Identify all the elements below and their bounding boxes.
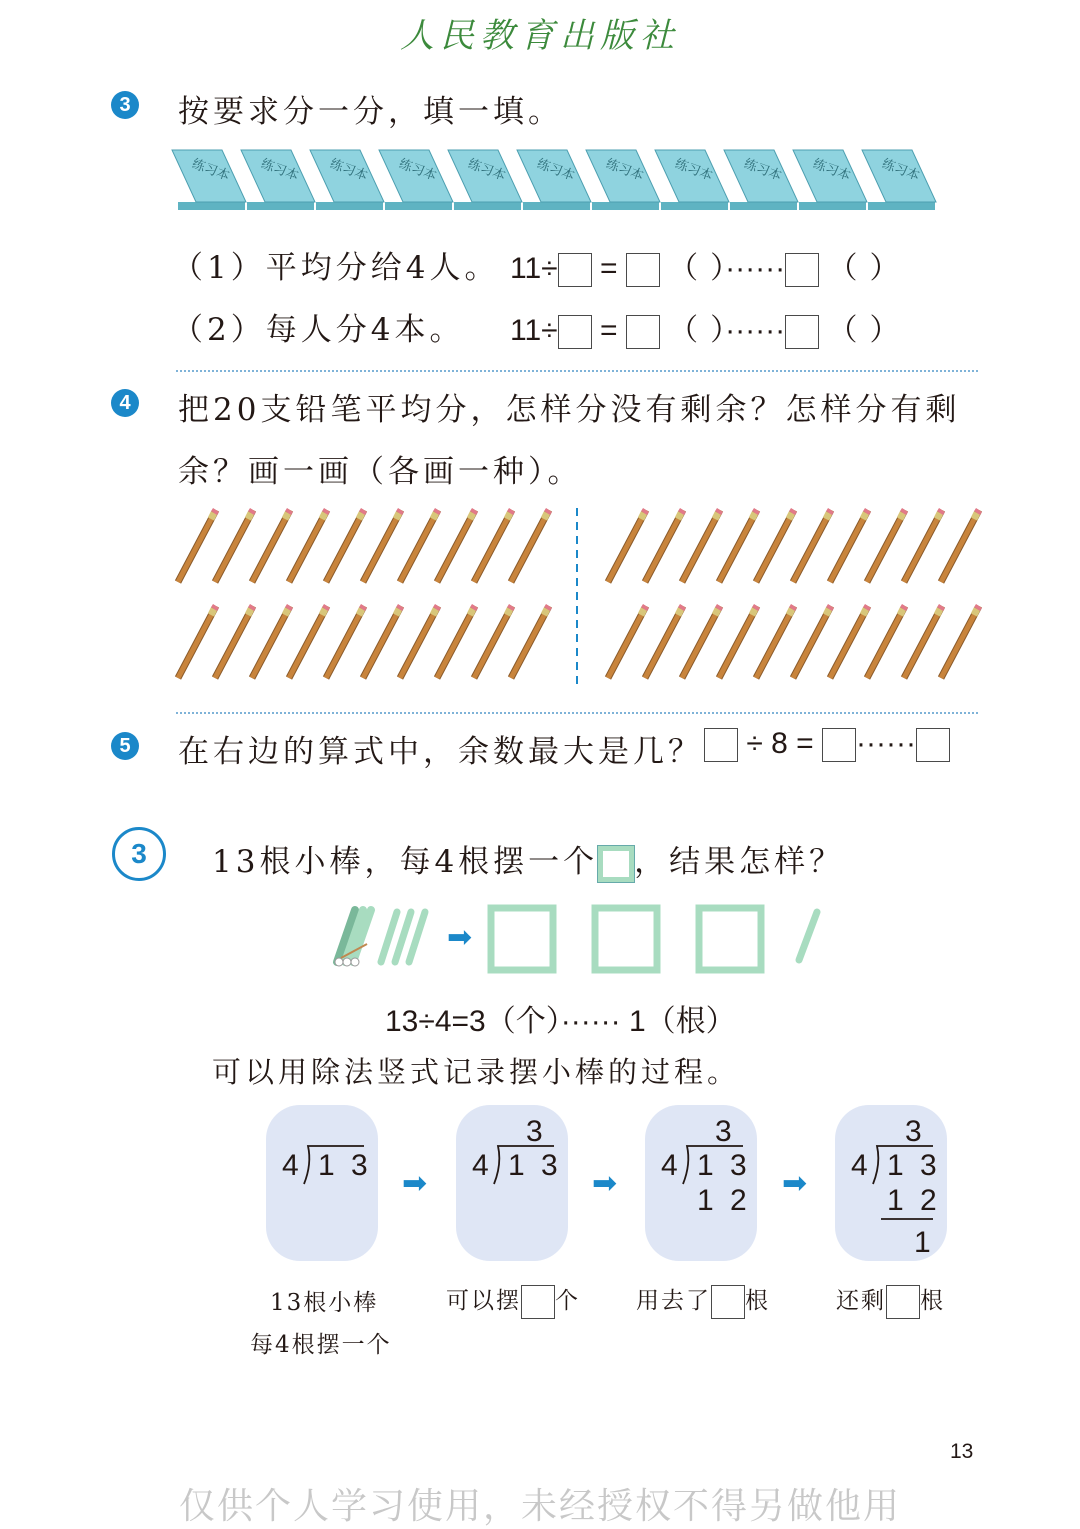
example3-title [212,836,844,882]
step1-caption2: 每4根摆一个 [250,1332,392,1358]
exercise-book [793,150,867,210]
page-number: 13 [950,1440,974,1463]
dividend: 1 3 [697,1149,751,1182]
paren-close: ） [869,314,900,347]
step2-caption-a: 可以摆 [446,1288,521,1314]
exercise-book [310,150,384,210]
answer-box[interactable] [711,1285,745,1319]
divisor: 4 [472,1149,489,1182]
pencil-icon [363,510,401,582]
step2-caption [446,1282,580,1319]
example-number-3: 3 [112,827,166,881]
pencil-icon [682,510,720,582]
book-label: 练习本 [810,156,853,185]
step4-caption [836,1282,945,1319]
pencil-icon [904,606,942,678]
q4-line1: 把20支铅笔平均分，怎样分没有剩余？怎样分有剩 [178,392,961,428]
pencil-icon [793,606,831,678]
q3-item1-lead: 11÷ [510,252,558,285]
exercise-book [448,150,522,210]
exercise-book [241,150,315,210]
dividend: 1 3 [318,1149,372,1182]
pencil-icon [793,510,831,582]
pencil-icon [511,510,549,582]
step3-caption-a: 用去了 [636,1288,711,1314]
pencil-icon [289,606,327,678]
pencil-icon [645,510,683,582]
arrow-icon: ➡ [402,1166,428,1201]
dots: ······ [856,727,916,760]
pencil-icon [289,510,327,582]
q3-item2-label: （2）每人分4本。 [172,312,465,348]
pencil-icon [830,510,868,582]
q5-div: ÷ 8 = [746,727,814,760]
pencil-icon [474,510,512,582]
q5-equation [704,727,950,762]
book-label: 练习本 [258,156,301,185]
divisor: 4 [282,1149,299,1182]
watermark: 仅供个人学习使用，未经授权不得另做他用 [178,1486,901,1527]
stick-square [491,908,553,970]
book-label: 练习本 [396,156,439,185]
answer-box[interactable] [785,315,819,349]
divisor: 4 [661,1149,678,1182]
paren-close: ） [710,314,726,347]
answer-box[interactable] [521,1285,555,1319]
divisor: 4 [851,1149,868,1182]
exercise-book [172,150,246,210]
pencil-icon [511,606,549,678]
step3-caption [636,1282,770,1319]
answer-box[interactable] [916,728,950,762]
book-label: 练习本 [879,156,922,185]
stick-bundle-icon [335,910,371,966]
book-label: 练习本 [327,156,370,185]
q3-item2-lead: 11÷ [510,314,558,347]
q3-item2-equation [510,305,899,349]
exercise-book [379,150,453,210]
book-label: 练习本 [603,156,646,185]
stick-square [699,908,761,970]
book-label: 练习本 [672,156,715,185]
question-number-3: 3 [111,91,139,119]
leftover-stick [799,912,817,960]
answer-box[interactable] [558,315,592,349]
paren-open: （ [827,252,858,285]
pencil-icon [178,606,216,678]
arrow-icon: ➡ [592,1166,618,1201]
exercise-book [862,150,936,210]
pencil-icon [867,606,905,678]
answer-box[interactable] [626,253,660,287]
product: 1 2 [697,1184,751,1217]
quotient: 3 [526,1115,543,1148]
paren-open: （ [827,314,858,347]
pencil-icon [252,510,290,582]
pencil-icon [400,606,438,678]
sticks-illustration [325,900,835,980]
question-number-4: 4 [111,389,139,417]
long-division [851,1115,941,1259]
dots: ······ [725,314,786,347]
example3-title-a: 13根小棒，每4根摆一个 [212,844,599,880]
step2-caption-b: 个 [555,1288,580,1314]
pencil-icon [682,606,720,678]
exercise-book [655,150,729,210]
paren-open: （ [668,314,699,347]
long-division [472,1115,562,1184]
dividend: 1 3 [508,1149,562,1182]
example3-title-b: ，结果怎样？ [634,844,845,880]
pencil-icon [252,606,290,678]
q3-prompt: 按要求分一分，填一填。 [178,94,563,130]
long-division [282,1146,372,1184]
quotient: 3 [905,1115,922,1148]
section-divider [176,712,978,714]
pencil-icon [904,510,942,582]
paren-open: （ [668,252,699,285]
answer-box[interactable] [558,253,592,287]
arrow-icon: ➡ [447,920,473,955]
pencil-icon [719,510,757,582]
long-division [661,1115,751,1217]
dots: ······ [725,252,786,285]
pencil-icon [363,606,401,678]
step4-caption-b: 根 [920,1288,945,1314]
square-icon [598,846,634,882]
pencil-icon [400,510,438,582]
pencil-icon [719,606,757,678]
book-label: 练习本 [741,156,784,185]
pencil-icon [215,510,253,582]
pencil-icon [756,606,794,678]
pencil-icon [608,606,646,678]
exercise-books-illustration [170,142,980,214]
section-divider [176,370,978,372]
book-label: 练习本 [534,156,577,185]
step4-caption-a: 还剩 [836,1288,886,1314]
paren-close: ） [869,252,900,285]
book-label: 练习本 [189,156,232,185]
q5-prompt: 在右边的算式中，余数最大是几？ [178,734,703,770]
exercise-book [586,150,660,210]
q3-item1-label: （1）平均分给4人。 [172,250,500,286]
publisher-logo: 人民教育出版社 [400,16,680,56]
product: 1 2 [887,1184,941,1217]
pencil-icon [326,606,364,678]
book-label: 练习本 [465,156,508,185]
pencil-icon [941,510,979,582]
exercise-book [724,150,798,210]
stick-square [595,908,657,970]
answer-box[interactable] [626,315,660,349]
equals-sign: = [599,252,618,285]
pencil-icon [437,606,475,678]
pencils-illustration [170,500,985,695]
answer-box[interactable] [822,728,856,762]
pencil-icon [830,606,868,678]
quotient: 3 [715,1115,732,1148]
question-number-5: 5 [111,732,139,760]
remainder: 1 [914,1226,931,1259]
step1-caption1: 13根小棒 [270,1290,379,1316]
pencil-icon [178,510,216,582]
answer-box[interactable] [704,728,738,762]
long-division-steps [0,1100,1080,1270]
pencil-icon [474,606,512,678]
q4-line2: 余？画一画（各画一种）。 [178,454,583,490]
pencil-icon [326,510,364,582]
pencil-icon [645,606,683,678]
paren-close: ） [710,252,726,285]
q3-item1-equation [510,243,899,287]
dividend: 1 3 [887,1149,941,1182]
pencil-icon [608,510,646,582]
pencil-icon [867,510,905,582]
pencil-icon [941,606,979,678]
equals-sign: = [599,314,618,347]
example3-note: 可以用除法竖式记录摆小棒的过程。 [212,1055,741,1089]
example3-equation: 13÷4=3（个）······ 1（根） [385,1005,736,1038]
arrow-icon: ➡ [782,1166,808,1201]
pencil-icon [215,606,253,678]
pencil-icon [756,510,794,582]
pencil-icon [437,510,475,582]
exercise-book [517,150,591,210]
step3-caption-b: 根 [745,1288,770,1314]
answer-box[interactable] [785,253,819,287]
answer-box[interactable] [886,1285,920,1319]
